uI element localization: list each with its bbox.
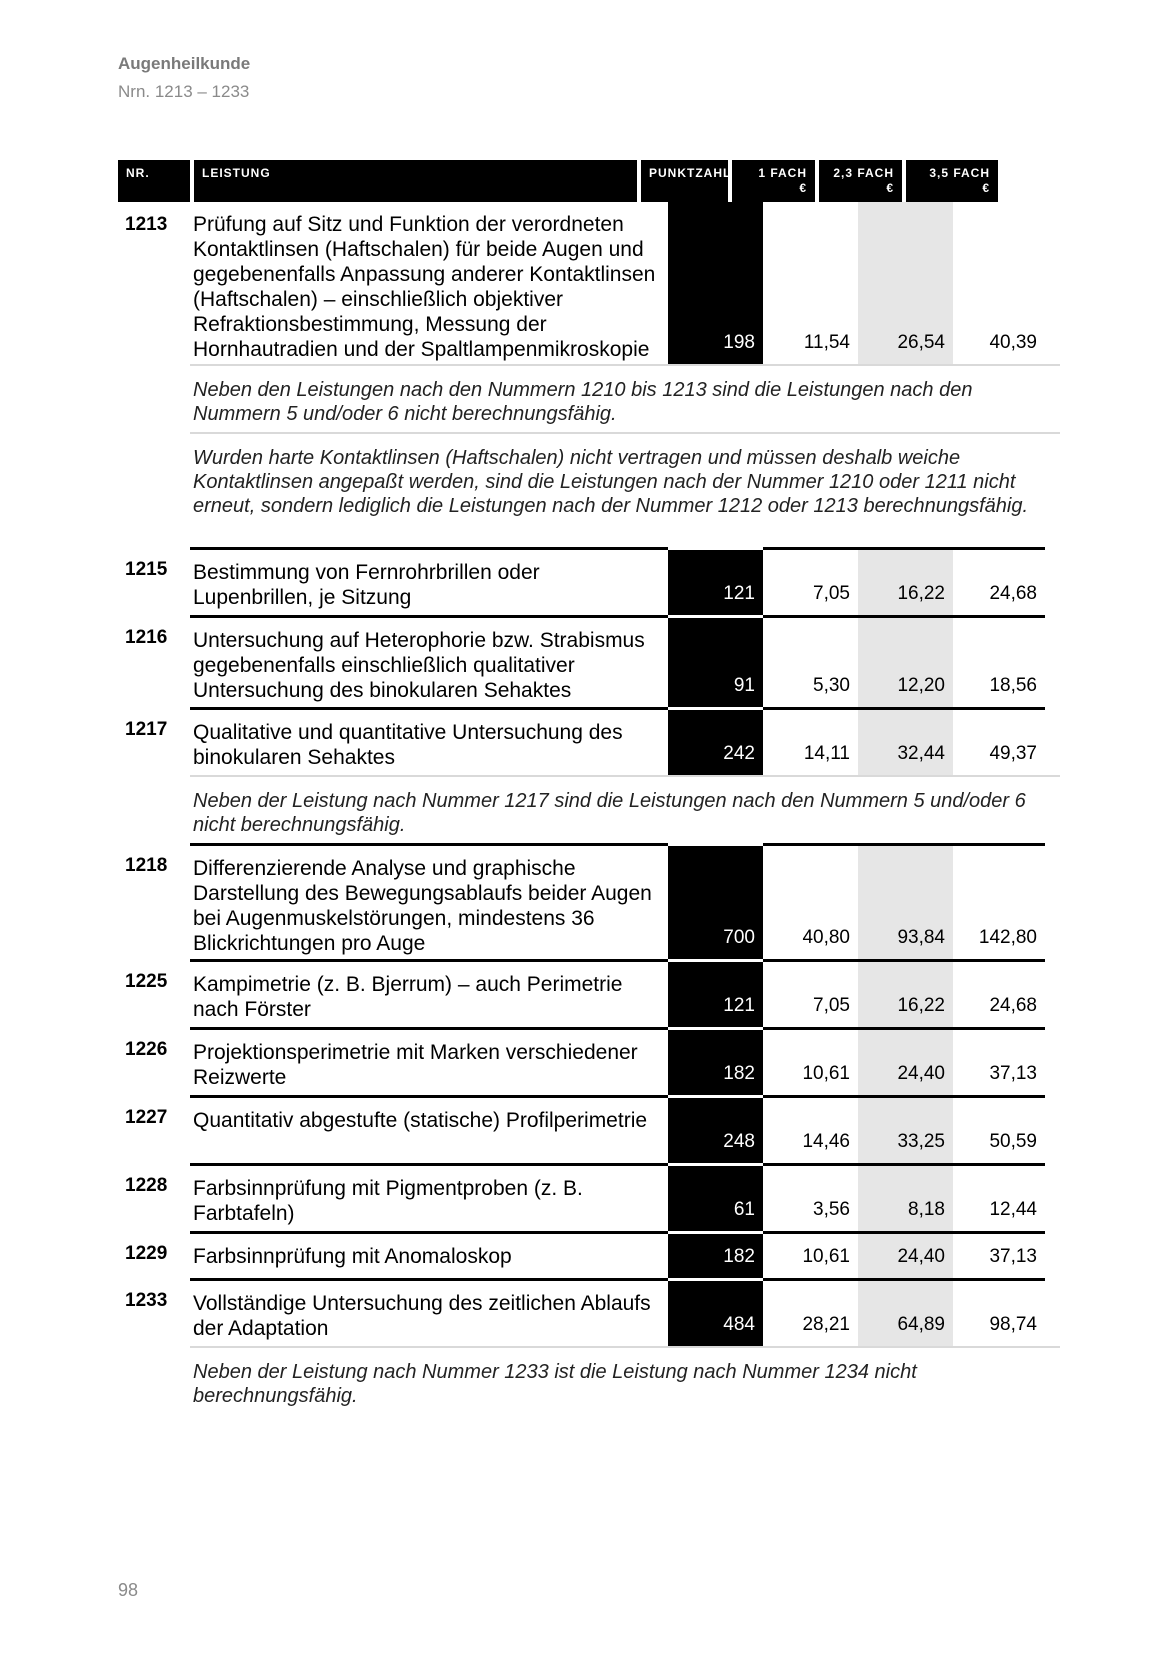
note: Neben der Leistung nach Nummer 1233 ist die Leistung nach Nummer 1234 nicht berechnungsfähig. [190, 1346, 1060, 1414]
row-number: 1229 [125, 1243, 168, 1264]
page-number: 98 [118, 1580, 139, 1600]
row-number: 1217 [125, 719, 168, 740]
row-23fach: 33,25 [858, 1095, 953, 1163]
row-35fach: 18,56 [953, 615, 1045, 707]
table-row [118, 1231, 1053, 1278]
row-description: Bestimmung von Fernrohrbrillen oder Lupenbrillen, je Sitzung [190, 547, 668, 615]
row-35fach: 24,68 [953, 959, 1045, 1027]
table-header [118, 160, 1053, 202]
row-description: Farbsinnprüfung mit Anomaloskop [190, 1231, 668, 1278]
row-35fach: 37,13 [953, 1231, 1045, 1278]
row-35fach: 12,44 [953, 1163, 1045, 1231]
table-row [118, 1163, 1053, 1231]
row-35fach: 24,68 [953, 547, 1045, 615]
row-1fach: 40,80 [763, 843, 858, 959]
row-punktzahl: 182 [668, 1030, 763, 1095]
row-number: 1218 [125, 855, 168, 876]
row-23fach: 16,22 [858, 959, 953, 1027]
row-punktzahl: 248 [668, 1098, 763, 1163]
table-row [118, 547, 1053, 615]
row-23fach: 24,40 [858, 1231, 953, 1278]
row-35fach: 50,59 [953, 1095, 1045, 1163]
row-number: 1215 [125, 559, 168, 580]
col-punktzahl-header: PUNKTZAHL [641, 160, 728, 202]
col-nr-header: NR. [118, 160, 190, 202]
col-23fach-header: 2,3 FACH € [819, 160, 902, 202]
row-23fach: 32,44 [858, 707, 953, 775]
row-23fach: 12,20 [858, 615, 953, 707]
row-23fach: 8,18 [858, 1163, 953, 1231]
row-punktzahl: 484 [668, 1281, 763, 1346]
table-row [118, 202, 1053, 364]
row-35fach: 37,13 [953, 1027, 1045, 1095]
row-number: 1233 [125, 1290, 168, 1311]
row-number: 1213 [125, 214, 168, 235]
row-description: Farbsinnprüfung mit Pigmentproben (z. B. Farbtafeln) [190, 1163, 668, 1231]
row-description: Differenzierende Analyse und graphische Darstellung des Bewegungsablaufs beider Augen bei Augenmuskelstörungen, mindestens 36 Blickrichtungen pro Auge [190, 843, 668, 959]
row-number: 1225 [125, 971, 168, 992]
row-punktzahl: 91 [668, 618, 763, 707]
table-row [118, 615, 1053, 707]
table-row [118, 843, 1053, 959]
row-punktzahl: 121 [668, 962, 763, 1027]
row-23fach: 24,40 [858, 1027, 953, 1095]
row-description: Untersuchung auf Heterophorie bzw. Strabismus gegebenenfalls einschließlich qualitativer Untersuchung des binokularen Sehaktes [190, 615, 668, 707]
row-1fach: 3,56 [763, 1163, 858, 1231]
row-1fach: 14,46 [763, 1095, 858, 1163]
row-number: 1228 [125, 1175, 168, 1196]
row-1fach: 28,21 [763, 1278, 858, 1346]
row-punktzahl: 700 [668, 846, 763, 959]
table-row [118, 1278, 1053, 1346]
row-35fach: 98,74 [953, 1278, 1045, 1346]
row-description: Vollständige Untersuchung des zeitlichen Ablaufs der Adaptation [190, 1278, 668, 1346]
row-1fach: 5,30 [763, 615, 858, 707]
row-1fach: 11,54 [803, 332, 850, 353]
chapter-title: Augenheilkunde [118, 54, 251, 73]
row-description: Projektionsperimetrie mit Marken verschiedener Reizwerte [190, 1027, 668, 1095]
row-35fach: 142,80 [953, 843, 1045, 959]
col-1fach-header: 1 FACH € [732, 160, 815, 202]
row-punktzahl: 198 [668, 202, 763, 364]
fee-table [118, 160, 1053, 1414]
number-range: Nrn. 1213 – 1233 [118, 82, 250, 101]
row-35fach: 40,39 [989, 332, 1037, 353]
row-1fach: 10,61 [763, 1231, 858, 1278]
row-number: 1226 [125, 1039, 168, 1060]
note: Neben der Leistung nach Nummer 1217 sind die Leistungen nach den Nummern 5 und/oder 6 nicht berechnungsfähig. [190, 775, 1060, 843]
row-description: Kampimetrie (z. B. Bjerrum) – auch Perimetrie nach Förster [190, 959, 668, 1027]
row-23fach: 26,54 [858, 202, 953, 364]
col-leistung-header: LEISTUNG [194, 160, 637, 202]
row-number: 1227 [125, 1107, 168, 1128]
table-row [118, 1027, 1053, 1095]
table-row [118, 1095, 1053, 1163]
row-punktzahl: 121 [668, 550, 763, 615]
row-23fach: 93,84 [858, 843, 953, 959]
row-punktzahl: 61 [668, 1166, 763, 1231]
row-1fach: 7,05 [763, 547, 858, 615]
table-row [118, 707, 1053, 775]
row-1fach: 7,05 [763, 959, 858, 1027]
note: Neben den Leistungen nach den Nummern 1210 bis 1213 sind die Leistungen nach den Nummern 5 und/oder 6 nicht berechnungsfähig. [190, 364, 1060, 432]
row-punktzahl: 242 [668, 710, 763, 775]
row-number: 1216 [125, 627, 168, 648]
note: Wurden harte Kontaktlinsen (Haftschalen) nicht vertragen und müssen deshalb weiche Kontaktlinsen angepaßt werden, sind die Leistungen nach der Nummer 1210 oder 1211 nicht erneut, sondern lediglich die Leistungen nach der Nummer 1212 oder 1213 berechnungsfähig. [190, 432, 1060, 547]
row-23fach: 64,89 [858, 1278, 953, 1346]
table-row [118, 959, 1053, 1027]
row-35fach: 49,37 [953, 707, 1045, 775]
row-1fach: 10,61 [763, 1027, 858, 1095]
col-35fach-header: 3,5 FACH € [906, 160, 998, 202]
row-23fach: 16,22 [858, 547, 953, 615]
row-description: Quantitativ abgestufte (statische) Profilperimetrie [190, 1095, 668, 1163]
row-description: Prüfung auf Sitz und Funktion der verordneten Kontaktlinsen (Haftschalen) für beide Augen und gegebenenfalls Anpassung anderer Kontaktlinsen (Haftschalen) – einschließlich objektiver Refraktionsbestimmung, Messung der Hornhautradien und der Spaltlampenmikroskopie [193, 213, 656, 361]
row-1fach: 14,11 [763, 707, 858, 775]
row-punktzahl: 182 [668, 1234, 763, 1278]
row-description: Qualitative und quantitative Untersuchung des binokularen Sehaktes [190, 707, 668, 775]
